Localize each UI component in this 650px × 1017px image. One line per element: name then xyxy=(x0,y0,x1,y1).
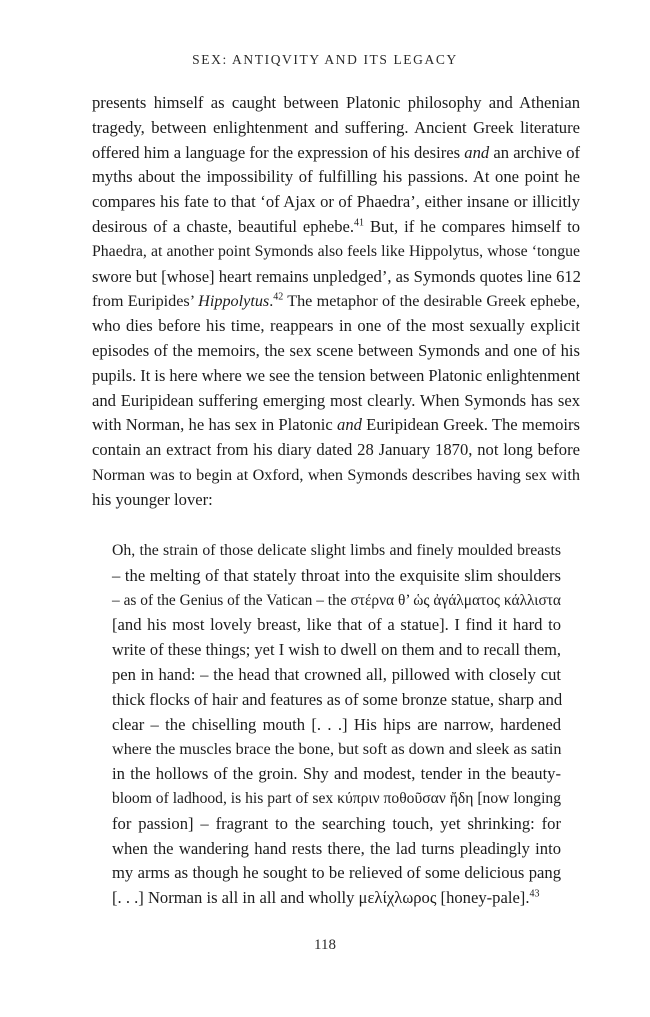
text-run: an archive of xyxy=(493,142,581,162)
text-line: who dies before his time, reappears in one of the most sexually explicit xyxy=(92,316,580,336)
text-line: and Euripidean suffering emerging most clearly. When Symonds has sex xyxy=(92,390,580,410)
text-line: presents himself as caught between Platonic philosophy and Athenian xyxy=(92,93,580,112)
text-line: his younger lover: xyxy=(92,489,213,509)
quote-line: in the hollows of the groin. Shy and modest, tender in the beauty- xyxy=(112,764,561,784)
text-line: contain an extract from his diary dated 28 January 1870, not long before xyxy=(92,440,580,460)
quote-line: Oh, the strain of those delicate slight limbs and finely moulded breasts xyxy=(112,542,561,559)
quote-line: clear – the chiselling mouth [. . .] His hips are narrow, hardened xyxy=(112,714,561,734)
block-quote xyxy=(112,539,561,911)
footnote-marker[interactable]: 42 xyxy=(273,291,284,303)
running-head: SEX: ANTIQVITY AND ITS LEGACY xyxy=(192,52,458,67)
text-run: . xyxy=(269,292,274,311)
text-line: myths about the impossibility of fulfilling his passions. At one point he xyxy=(92,167,580,187)
quote-line xyxy=(112,886,561,911)
text-run: [. . .] Norman is all in all and wholly μελίχλωρος [honey-pale]. xyxy=(112,888,530,908)
footnote-marker[interactable]: 41 xyxy=(354,217,365,229)
text-line xyxy=(92,413,580,438)
quote-line: [and his most lovely breast, like that of a statue]. I find it hard to xyxy=(112,615,561,635)
text-line: Norman was to begin at Oxford, when Symonds describes having sex with xyxy=(92,465,580,484)
quote-line: thick flocks of hair and features as of some bronze statue, sharp and xyxy=(112,689,563,709)
quote-line: where the muscles brace the bone, but soft as down and sleek as satin xyxy=(112,740,562,759)
quote-line: – as of the Genius of the Vatican – the στέρνα θ’ ὡς ἀγάλματος κάλλιστα xyxy=(112,591,561,609)
emphasis: and xyxy=(464,142,490,162)
text-run: But, if he compares himself to xyxy=(364,216,580,236)
text-run: desirous of a chaste, beautiful ephebe. xyxy=(92,216,355,236)
text-line: swore but [whose] heart remains unpledged’, as Symonds quotes line 612 xyxy=(92,266,581,286)
text-line: compares his fate to that ‘of Ajax or of Phaedra’, either insane or illicitly xyxy=(92,192,580,212)
quote-line: bloom of ladhood, is his part of sex κύπριν ποθοῦσαν ἤδη [now longing xyxy=(112,789,561,807)
text-line: episodes of the memoirs, the sex scene between Symonds and one of his xyxy=(92,340,580,360)
body-paragraph xyxy=(92,91,580,513)
quote-line: my arms as though he sought to be relieved of some delicious pang xyxy=(112,863,561,883)
quote-line: pen in hand: – the head that crowned all, pillowed with closely cut xyxy=(112,664,561,684)
text-line: Phaedra, at another point Symonds also feels like Hippolytus, whose ‘tongue xyxy=(92,242,580,260)
emphasis: and xyxy=(337,415,362,435)
quote-line: for passion] – fragrant to the searching touch, yet shrinking: for xyxy=(112,813,561,833)
text-run: Euripidean Greek. The memoirs xyxy=(361,415,581,435)
text-run: with Norman, he has sex in Platonic xyxy=(92,415,333,435)
text-line xyxy=(92,215,580,240)
text-line xyxy=(92,289,580,314)
footnote-marker[interactable]: 43 xyxy=(529,888,540,900)
quote-line: write of these things; yet I wish to dwell on them and to recall them, xyxy=(112,640,561,660)
text-line: pupils. It is here where we see the tension between Platonic enlightenment xyxy=(92,365,580,385)
text-run: from Euripides’ xyxy=(92,292,194,311)
page-number: 118 xyxy=(314,937,336,953)
quote-line: – the melting of that stately throat into the exquisite slim shoulders xyxy=(112,565,561,585)
quote-line: when the wandering hand rests there, the lad turns pleadingly into xyxy=(112,838,561,858)
emphasis-title: Hippolytus xyxy=(198,292,270,311)
text-line: tragedy, between enlightenment and suffering. Ancient Greek literature xyxy=(92,117,580,137)
text-run: offered him a language for the expression of his desires xyxy=(92,142,461,162)
text-line xyxy=(92,141,580,166)
text-run: The metaphor of the desirable Greek ephebe, xyxy=(283,292,580,311)
